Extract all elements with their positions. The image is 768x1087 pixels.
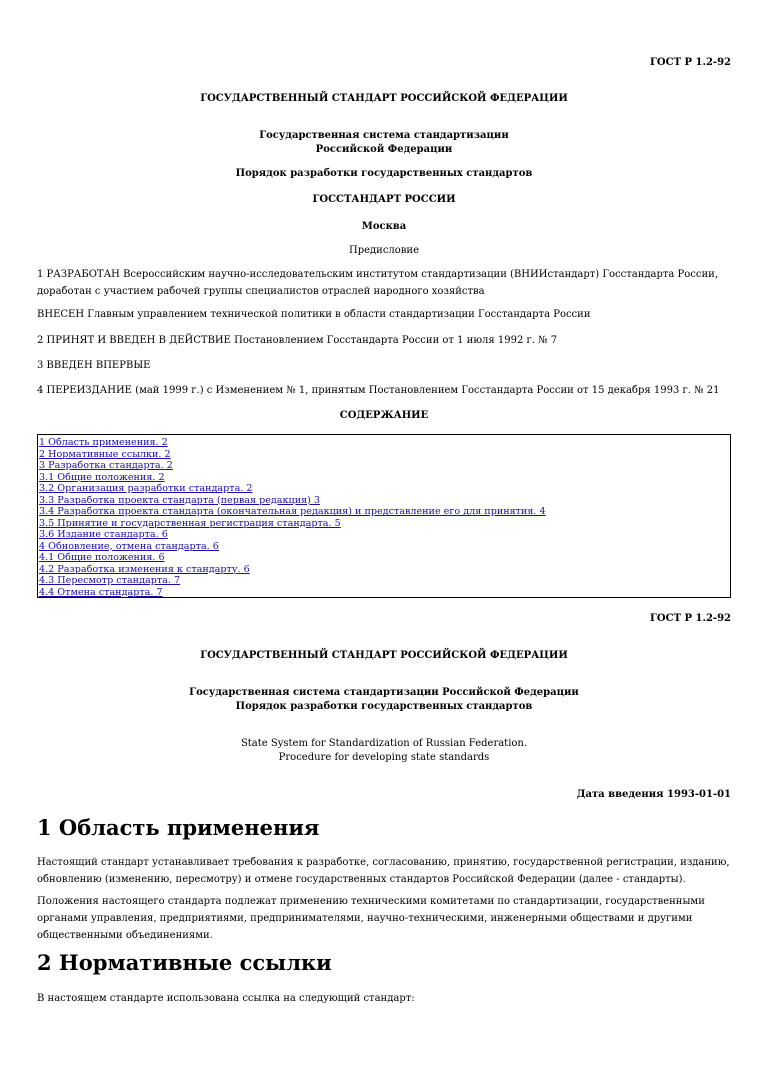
toc-item[interactable] <box>39 541 730 553</box>
standard-subject: Порядок разработки государственных стандартов <box>235 168 533 179</box>
english-title-line-2: Procedure for developing state standards <box>278 752 490 763</box>
section-heading-2: 2 Нормативные ссылки <box>37 950 332 975</box>
toc-item[interactable] <box>39 575 730 587</box>
toc-link[interactable]: 3 Разработка стандарта. 2 <box>39 460 173 471</box>
toc-link[interactable]: 3.3 Разработка проекта стандарта (первая редакция) 3 <box>39 494 321 506</box>
toc-link[interactable]: 3.4 Разработка проекта стандарта (окончательная редакция) и представление его для принятия. 4 <box>39 506 546 517</box>
toc-link[interactable]: 4.4 Отмена стандарта. 7 <box>39 586 163 598</box>
preface-heading: Предисловие <box>348 245 420 256</box>
toc-item[interactable] <box>39 506 730 518</box>
toc-link[interactable]: 2 Нормативные ссылки. 2 <box>39 448 171 460</box>
toc-link[interactable]: 4.3 Пересмотр стандарта. 7 <box>39 575 181 586</box>
publisher: ГОССТАНДАРТ РОССИИ <box>312 194 456 205</box>
preface-item-1: 1 РАЗРАБОТАН Всероссийским научно-исследовательским институтом стандартизации (ВНИИстандарт) Госстандарта России, доработан с участием рабочей группы специалистов отраслей народного хозяйства <box>37 269 719 297</box>
city: Москва <box>361 221 407 232</box>
preface-item-4: 3 ВВЕДЕН ВПЕРВЫЕ <box>37 360 151 371</box>
toc-item[interactable] <box>39 449 730 461</box>
preface-item-5: 4 ПЕРЕИЗДАНИЕ (май 1999 г.) с Изменением № 1, принятым Постановлением Госстандарта России от 15 декабря 1993 г. № 21 <box>37 385 720 396</box>
toc-link[interactable]: 4 Обновление, отмена стандарта. 6 <box>39 540 219 552</box>
section-2-paragraph-1: В настоящем стандарте использована ссылка на следующий стандарт: <box>37 993 415 1004</box>
toc-item[interactable] <box>39 564 730 576</box>
preface-item-2: ВНЕСЕН Главным управлением технической политики в области стандартизации Госстандарта России <box>37 309 591 320</box>
table-of-contents <box>37 434 731 598</box>
standard-title: ГОСУДАРСТВЕННЫЙ СТАНДАРТ РОССИЙСКОЙ ФЕДЕРАЦИИ <box>200 93 568 104</box>
toc-link[interactable]: 1 Область применения. 2 <box>39 437 168 448</box>
toc-link[interactable]: 3.5 Принятие и государственная регистрация стандарта. 5 <box>39 517 341 529</box>
english-title-line-1: State System for Standardization of Russian Federation. <box>240 738 528 749</box>
toc-link[interactable]: 3.1 Общие положения. 2 <box>39 471 165 483</box>
system-title-2: Государственная система стандартизации Российской Федерации <box>189 687 579 698</box>
toc-link[interactable]: 4.1 Общие положения. 6 <box>39 552 165 563</box>
standard-code-2: ГОСТ Р 1.2-92 <box>650 613 731 624</box>
system-line-1: Государственная система стандартизации <box>259 130 509 141</box>
toc-item[interactable] <box>39 437 730 449</box>
introduction-date: Дата введения 1993-01-01 <box>576 789 731 800</box>
toc-link[interactable]: 3.2 Организация разработки стандарта. 2 <box>39 483 253 494</box>
section-1-paragraph-1: Настоящий стандарт устанавливает требования к разработке, согласованию, принятию, государственной регистрации, изданию, обновлению (изменению, пересмотру) и отмене государственных стандартов Российской Федерации (далее - стандарты). <box>37 857 730 885</box>
toc-link[interactable]: 4.2 Разработка изменения к стандарту. 6 <box>39 563 250 575</box>
toc-item[interactable] <box>39 460 730 472</box>
section-1-paragraph-2: Положения настоящего стандарта подлежат применению техническими комитетами по стандартизации, государственными органами управления, предприятиями, предпринимателями, научно-техническими, инженерными обществами и другими общественными объединениями. <box>37 896 705 941</box>
toc-link[interactable]: 3.6 Издание стандарта. 6 <box>39 529 168 540</box>
standard-title-2: ГОСУДАРСТВЕННЫЙ СТАНДАРТ РОССИЙСКОЙ ФЕДЕРАЦИИ <box>200 650 568 661</box>
standard-subject-2: Порядок разработки государственных стандартов <box>235 701 533 712</box>
toc-item[interactable] <box>39 518 730 530</box>
preface-item-3: 2 ПРИНЯТ И ВВЕДЕН В ДЕЙСТВИЕ Постановлением Госстандарта России от 1 июля 1992 г. № 7 <box>37 335 558 346</box>
toc-heading: СОДЕРЖАНИЕ <box>339 410 429 421</box>
toc-item[interactable] <box>39 552 730 564</box>
toc-item[interactable] <box>39 483 730 495</box>
toc-item[interactable] <box>39 472 730 484</box>
system-line-2: Российской Федерации <box>315 144 453 155</box>
toc-item[interactable] <box>39 495 730 507</box>
standard-code: ГОСТ Р 1.2-92 <box>650 57 731 68</box>
toc-item[interactable] <box>39 587 730 599</box>
section-heading-1: 1 Область применения <box>37 815 320 840</box>
toc-item[interactable] <box>39 529 730 541</box>
